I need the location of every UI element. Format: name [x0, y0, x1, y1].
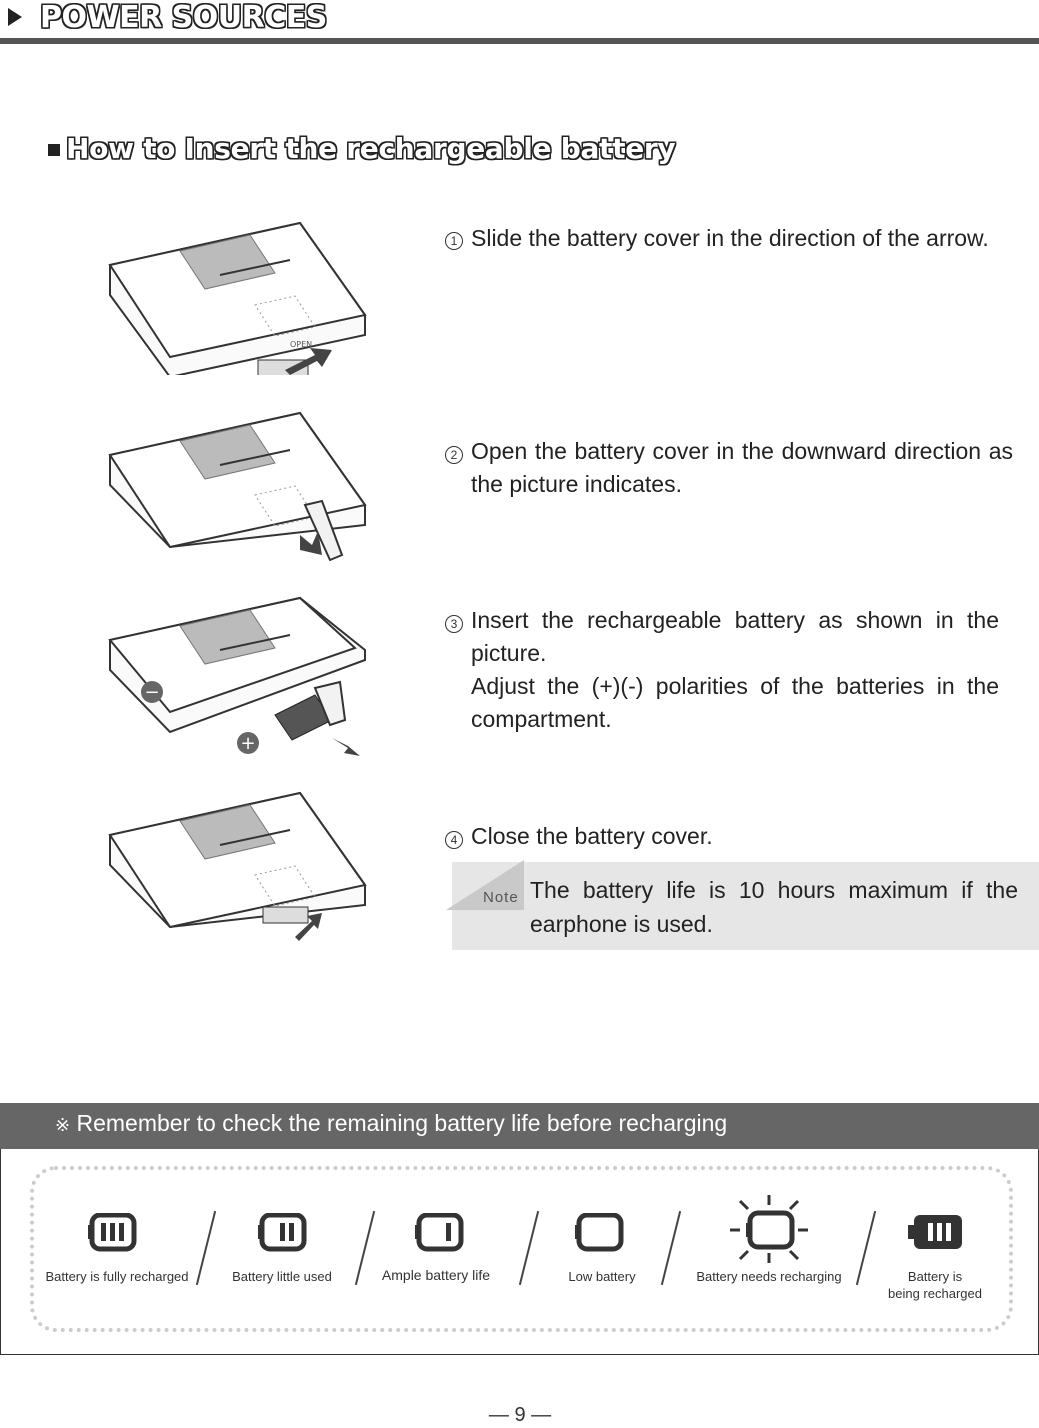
battery-ample-icon — [415, 1213, 465, 1253]
page-number: — 9 — — [488, 1404, 552, 1426]
step-number-1: 1 — [445, 232, 463, 250]
battery-recharging-label-line2: being recharged — [888, 1286, 982, 1301]
section-title: How to Insert the rechargeable battery — [66, 132, 676, 165]
step-text-3b: Adjust the (+)(-) polarities of the batteries in the compartment. — [471, 673, 999, 732]
battery-recharging-label-line1: Battery is — [907, 1269, 963, 1284]
device-illustration-1 — [100, 215, 380, 375]
page-number-value: 9 — [514, 1404, 526, 1426]
device-illustration-3 — [100, 590, 380, 765]
device-illustration-2 — [100, 405, 380, 565]
reminder-message: Remember to check the remaining battery life before recharging — [76, 1110, 728, 1136]
battery-needs-recharging-label: Battery needs recharging — [696, 1269, 842, 1284]
battery-recharging-icon — [908, 1213, 964, 1253]
cover-open-label: OPEN — [290, 340, 313, 349]
battery-full-icon — [88, 1213, 138, 1253]
battery-low-icon — [575, 1213, 625, 1253]
battery-ample-label: Ample battery life — [381, 1267, 491, 1283]
step-text-1: Slide the battery cover in the direction of the arrow. — [471, 225, 989, 251]
header-rule — [0, 38, 1039, 44]
section-bullet-icon — [48, 144, 60, 156]
step-number-4: 4 — [445, 831, 463, 849]
battery-recharging-label — [875, 1268, 995, 1302]
note-text: The battery life is 10 hours maximum if the earphone is used. — [530, 877, 1018, 937]
step-text-2: Open the battery cover in the downward direction as the picture indicates. — [471, 438, 1013, 497]
header-arrow-icon — [8, 8, 22, 26]
battery-little-used-label: Battery little used — [232, 1269, 332, 1284]
step-number-2: 2 — [445, 446, 463, 464]
battery-little-used-icon — [258, 1213, 308, 1253]
step-text-4: Close the battery cover. — [471, 823, 713, 849]
battery-low-label: Low battery — [568, 1269, 636, 1284]
step-text-3: Insert the rechargeable battery as shown in the picture. — [471, 607, 999, 666]
battery-full-label: Battery is fully recharged — [45, 1269, 189, 1284]
step-number-3: 3 — [445, 615, 463, 633]
reminder-symbol-icon: ※ — [55, 1115, 71, 1135]
device-illustration-4 — [100, 785, 380, 945]
battery-needs-recharging-icon — [726, 1193, 812, 1265]
reminder-text — [55, 1110, 727, 1137]
minus-polarity-icon: − — [144, 682, 160, 703]
plus-polarity-icon: + — [240, 733, 256, 754]
page-title: POWER SOURCES — [40, 0, 327, 35]
note-label: Note — [483, 889, 519, 906]
